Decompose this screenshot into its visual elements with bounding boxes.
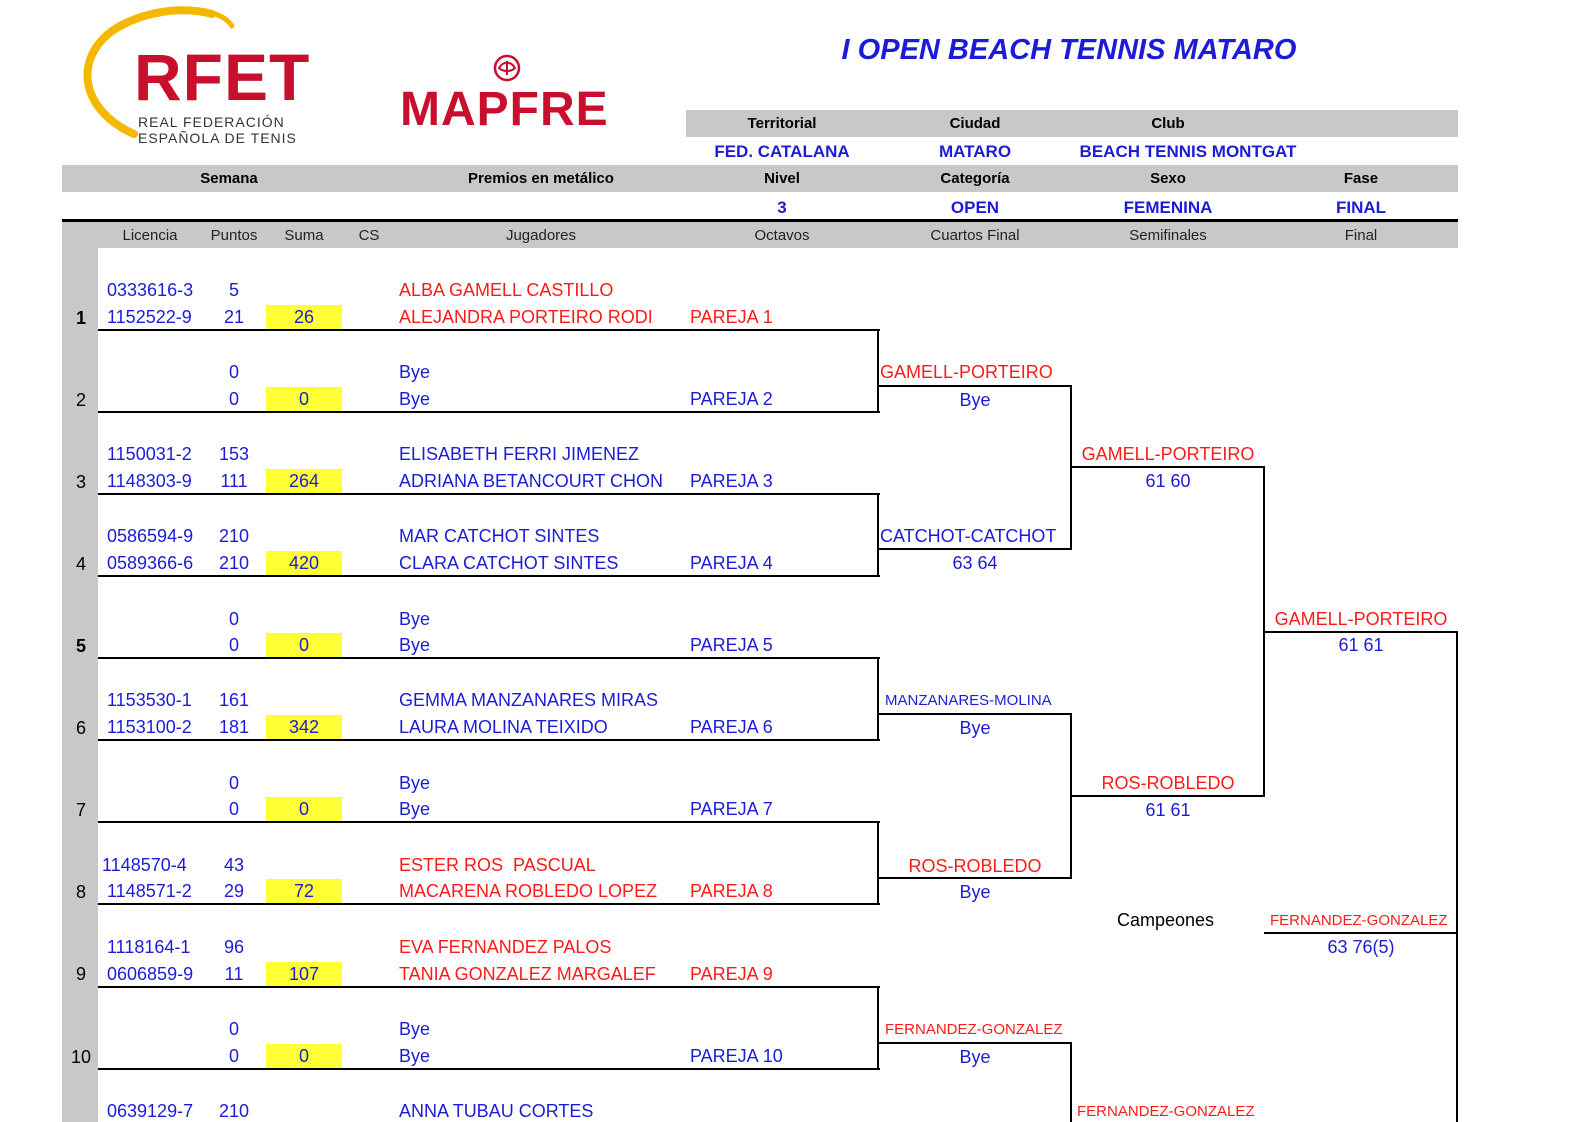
puntos-2: 181	[218, 717, 250, 737]
player-1: ANNA TUBAU CORTES	[399, 1101, 594, 1121]
pair-label: PAREJA 10	[690, 1046, 783, 1066]
sf-line	[1071, 795, 1265, 797]
col-semis: Semifinales	[1129, 227, 1207, 244]
licencia-1: 1148570-4	[102, 855, 187, 875]
licencia-2: 0606859-9	[107, 964, 194, 984]
row-line	[98, 657, 880, 659]
col-jugadores: Jugadores	[505, 227, 577, 244]
player-2: MACARENA ROBLEDO LOPEZ	[399, 881, 658, 901]
col-licencia: Licencia	[122, 227, 178, 244]
suma-cell: 0	[266, 387, 342, 412]
licencia-1: 1118164-1	[107, 937, 191, 957]
tournament-title: I OPEN BEACH TENNIS MATARO	[841, 34, 1297, 66]
player-1: Bye	[399, 773, 431, 793]
licencia-2: 1148303-9	[107, 471, 192, 491]
puntos-1: 210	[218, 1101, 250, 1121]
bracket-connector	[1070, 1042, 1072, 1122]
puntos-1: 161	[218, 690, 250, 710]
suma-cell: 0	[266, 633, 342, 658]
suma-cell: 72	[266, 879, 342, 904]
seed-number: 2	[75, 390, 86, 410]
col-octavos: Octavos	[754, 227, 810, 244]
qf-line	[878, 1042, 1072, 1044]
suma-cell: 107	[266, 962, 342, 987]
seed-number: 7	[75, 800, 86, 820]
rfet-subtitle-1: REAL FEDERACIÓN	[138, 114, 285, 130]
seed-number: 10	[70, 1047, 92, 1067]
pair-label: PAREJA 6	[690, 717, 773, 737]
seed-number: 9	[75, 964, 86, 984]
fase-label: Fase	[1343, 170, 1379, 187]
puntos-1: 0	[228, 1019, 240, 1039]
final-score: 61 61	[1338, 635, 1384, 655]
row-line	[98, 493, 880, 495]
col-final: Final	[1344, 227, 1378, 244]
rfet-subtitle-2: ESPAÑOLA DE TENIS	[138, 130, 297, 146]
final-winner: GAMELL-PORTEIRO	[1274, 609, 1448, 629]
champion-score: 63 76(5)	[1327, 937, 1395, 957]
pair-label: PAREJA 2	[690, 389, 773, 409]
seed-number: 1	[75, 308, 86, 328]
puntos-1: 96	[223, 937, 245, 957]
suma-cell: 0	[266, 797, 342, 822]
seed-number: 8	[75, 882, 86, 902]
row-line	[98, 329, 880, 331]
sf-score: 61 60	[1145, 471, 1191, 491]
sexo-value: FEMENINA	[1123, 198, 1213, 217]
puntos-2: 0	[228, 799, 240, 819]
row-line	[98, 1068, 880, 1070]
player-2: LAURA MOLINA TEIXIDO	[399, 717, 608, 737]
pair-label: PAREJA 3	[690, 471, 773, 491]
seed-number: 3	[75, 472, 86, 492]
champion-line	[1264, 932, 1458, 934]
player-2: ADRIANA BETANCOURT CHON	[399, 471, 664, 491]
puntos-1: 0	[228, 609, 240, 629]
suma-cell: 342	[266, 715, 342, 740]
mapfre-logo-text: MAPFRE	[400, 83, 609, 136]
row-line	[98, 411, 880, 413]
puntos-1: 43	[223, 855, 245, 875]
suma-cell: 26	[266, 305, 342, 330]
bracket-connector	[877, 986, 879, 1070]
puntos-1: 210	[218, 526, 250, 546]
puntos-2: 21	[223, 307, 245, 327]
qf-score: Bye	[959, 1047, 991, 1067]
puntos-1: 0	[228, 773, 240, 793]
row-line	[98, 575, 880, 577]
licencia-2: 1148571-2	[107, 881, 192, 901]
pair-label: PAREJA 9	[690, 964, 773, 984]
player-1: MAR CATCHOT SINTES	[399, 526, 600, 546]
semana-label: Semana	[200, 170, 258, 187]
nivel-value: 3	[777, 198, 787, 217]
fase-value: FINAL	[1335, 198, 1387, 217]
suma-cell: 264	[266, 469, 342, 494]
qf-winner: MANZANARES-MOLINA	[885, 692, 1052, 709]
licencia-1: 0639129-7	[107, 1101, 194, 1121]
licencia-2: 1153100-2	[107, 717, 192, 737]
suma-cell: 420	[266, 551, 342, 576]
qf-winner: GAMELL-PORTEIRO	[880, 362, 1053, 382]
licencia-2: 0589366-6	[107, 553, 194, 573]
mapfre-emblem-icon	[492, 52, 522, 84]
player-1: Bye	[399, 609, 431, 629]
player-2: Bye	[399, 389, 431, 409]
club-label: Club	[1151, 115, 1185, 132]
puntos-2: 0	[228, 389, 240, 409]
licencia-1: 0586594-9	[107, 526, 194, 546]
champion-name: FERNANDEZ-GONZALEZ	[1270, 912, 1448, 929]
sf-winner: FERNANDEZ-GONZALEZ	[1077, 1103, 1255, 1120]
qf-score: Bye	[959, 718, 991, 738]
player-1: ELISABETH FERRI JIMENEZ	[399, 444, 640, 464]
qf-line	[878, 548, 1072, 550]
seed-column	[62, 248, 98, 1122]
seed-number: 5	[75, 636, 86, 656]
col-suma: Suma	[284, 227, 324, 244]
qf-winner: CATCHOT-CATCHOT	[880, 526, 1057, 546]
pair-label: PAREJA 8	[690, 881, 773, 901]
bracket-connector	[877, 329, 879, 413]
puntos-1: 0	[228, 362, 240, 382]
row-line	[98, 821, 880, 823]
player-1: Bye	[399, 362, 431, 382]
ciudad-value: MATARO	[938, 142, 1012, 161]
seed-number: 4	[75, 554, 86, 574]
qf-score: Bye	[959, 882, 991, 902]
licencia-1: 1150031-2	[107, 444, 192, 464]
qf-score: 63 64	[952, 553, 998, 573]
player-2: CLARA CATCHOT SINTES	[399, 553, 619, 573]
premios-label: Premios en metálico	[468, 170, 614, 187]
nivel-label: Nivel	[764, 170, 800, 187]
territorial-value: FED. CATALANA	[714, 142, 850, 161]
player-1: ESTER ROS PASCUAL	[399, 855, 596, 875]
player-2: Bye	[399, 635, 431, 655]
campeones-label: Campeones	[1117, 910, 1215, 930]
qf-score: Bye	[959, 390, 991, 410]
licencia-2: 1152522-9	[107, 307, 192, 327]
pair-label: PAREJA 1	[690, 307, 773, 327]
pair-label: PAREJA 7	[690, 799, 773, 819]
col-cuartos: Cuartos Final	[930, 227, 1020, 244]
qf-line	[878, 877, 1072, 879]
row-line	[98, 903, 880, 905]
player-2: Bye	[399, 1046, 431, 1066]
sexo-label: Sexo	[1150, 170, 1186, 187]
mapfre-logo	[398, 52, 618, 142]
player-2: Bye	[399, 799, 431, 819]
info-band-2	[62, 165, 1458, 192]
puntos-2: 11	[224, 964, 244, 984]
player-1: GEMMA MANZANARES MIRAS	[399, 690, 659, 710]
rfet-logo-text: RFET	[134, 40, 311, 114]
puntos-2: 0	[228, 1046, 240, 1066]
seed-number: 6	[75, 718, 86, 738]
puntos-2: 0	[228, 635, 240, 655]
qf-line	[878, 385, 1072, 387]
licencia-1: 0333616-3	[107, 280, 194, 300]
player-2: TANIA GONZALEZ MARGALEF	[399, 964, 656, 984]
qf-winner: FERNANDEZ-GONZALEZ	[885, 1021, 1063, 1038]
suma-cell: 0	[266, 1044, 342, 1069]
sf-score: 61 61	[1145, 800, 1191, 820]
puntos-1: 153	[218, 444, 250, 464]
categoria-label: Categoría	[940, 170, 1010, 187]
club-value: BEACH TENNIS MONTGAT	[1079, 142, 1297, 161]
pair-label: PAREJA 5	[690, 635, 773, 655]
player-1: Bye	[399, 1019, 431, 1039]
puntos-2: 111	[220, 471, 248, 491]
licencia-1: 1153530-1	[107, 690, 192, 710]
qf-line	[878, 713, 1072, 715]
sf-winner: GAMELL-PORTEIRO	[1081, 444, 1255, 464]
bracket-connector	[877, 493, 879, 577]
col-cs: CS	[358, 227, 380, 244]
qf-winner: ROS-ROBLEDO	[908, 856, 1042, 876]
ciudad-label: Ciudad	[949, 115, 1001, 132]
puntos-1: 5	[228, 280, 240, 300]
territorial-label: Territorial	[747, 115, 817, 132]
col-puntos: Puntos	[210, 227, 258, 244]
player-1: ALBA GAMELL CASTILLO	[399, 280, 614, 300]
player-2: ALEJANDRA PORTEIRO RODI	[399, 307, 653, 327]
sf-line	[1071, 466, 1265, 468]
rfet-logo	[72, 6, 312, 156]
player-1: EVA FERNANDEZ PALOS	[399, 937, 612, 957]
final-line	[1264, 631, 1458, 633]
categoria-value: OPEN	[950, 198, 1000, 217]
row-line	[98, 986, 880, 988]
bracket-connector	[1456, 631, 1458, 1122]
puntos-2: 29	[223, 881, 245, 901]
row-line	[98, 739, 880, 741]
pair-label: PAREJA 4	[690, 553, 773, 573]
bracket-connector	[877, 657, 879, 741]
puntos-2: 210	[218, 553, 250, 573]
bracket-connector	[877, 821, 879, 905]
sf-winner: ROS-ROBLEDO	[1101, 773, 1235, 793]
